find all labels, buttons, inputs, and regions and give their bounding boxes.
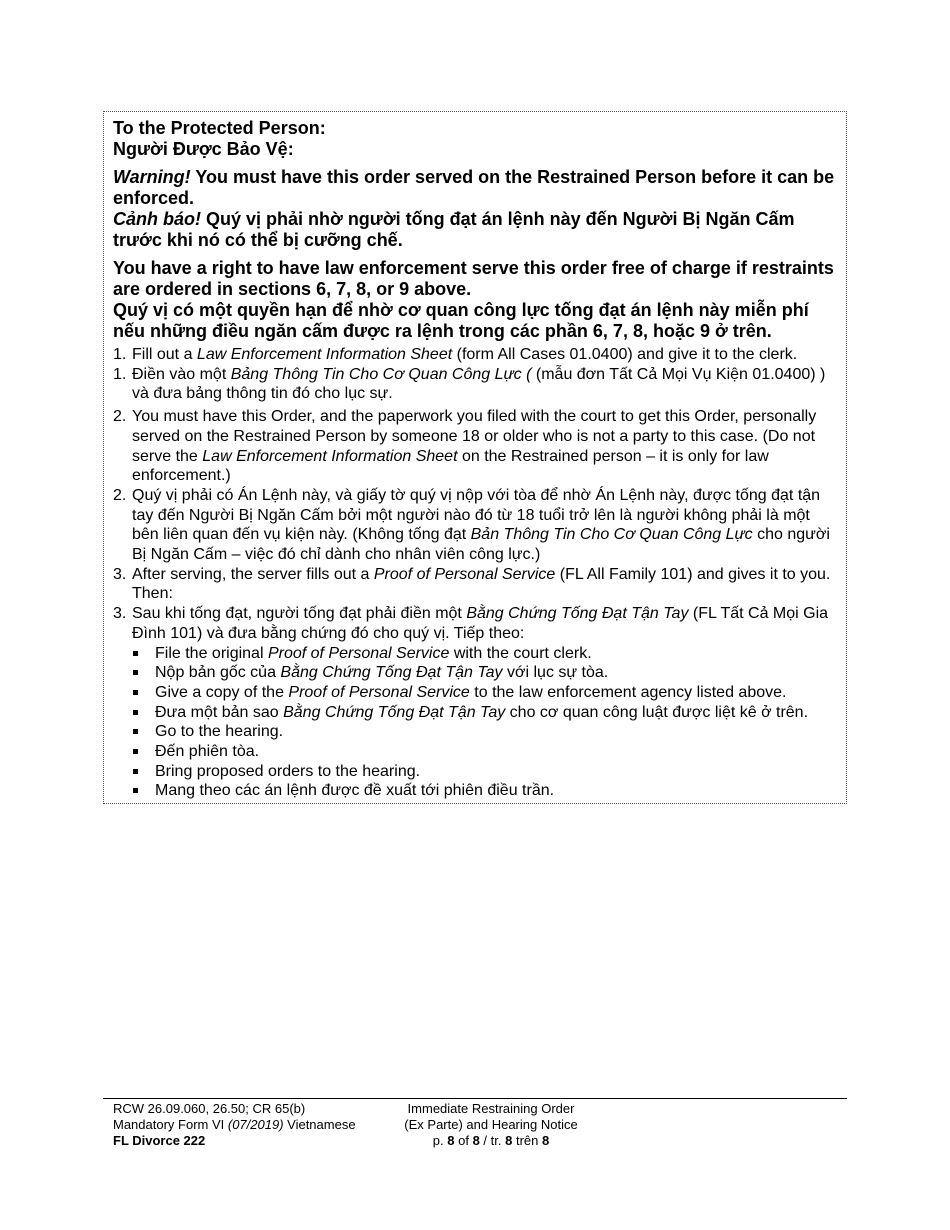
warning-en-text: You must have this order served on the Restrained Person before it can be enforced. [113, 167, 835, 208]
footer-doc-title-1: Immediate Restraining Order [407, 1101, 575, 1116]
step-1-en: 1. Fill out a Law Enforcement Information Sheet (form All Cases 01.0400) and give it to the clerk. [113, 346, 798, 363]
bullet-icon [133, 729, 138, 734]
footer-form-version: Mandatory Form VI (07/2019) Vietnamese [113, 1117, 356, 1132]
warning-vi-label: Cảnh báo! [113, 209, 201, 229]
bullet-icon [133, 769, 138, 774]
warning-en [113, 167, 838, 209]
heading-en: To the Protected Person: [113, 118, 326, 138]
bullet-list [113, 644, 838, 802]
page-footer [103, 1098, 847, 1148]
right-vi: Quý vị có một quyền hạn để nhờ cơ quan công lực tống đạt án lệnh này miễn phí nếu những điều ngăn cấm được ra lệnh trong các phần 6, 7, 8, hoặc 9 ở trên. [113, 300, 809, 341]
step-1-vi: 1. Điền vào một Bảng Thông Tin Cho Cơ Quan Công Lực ( (mẫu đơn Tất Cả Mọi Vụ Kiện 01.0400) ) và đưa bảng thông tin đó cho lục sự. [113, 365, 826, 403]
list-item: Nộp bản gốc của Bằng Chứng Tống Đạt Tận Tay với lục sự tòa. [113, 663, 838, 683]
step-2-en: 2. You must have this Order, and the paperwork you filed with the court to get this Order, personally served on the Restrained Person by someone 18 or older who is not a party to this case. (Do not serve the Law Enforcement Information Sheet on the Restrained person – it is only for law enforcement.) [113, 408, 817, 485]
step-2-vi: 2. Quý vị phải có Án Lệnh này, và giấy tờ quý vị nộp với tòa để nhờ Án Lệnh này, được tống đạt tận tay đến Người Bị Ngăn Cấm bởi một người nào đó từ 18 tuổi trở lên là người không phải là một bên liên quan đến vụ kiện này. (Không tống đạt Bản Thông Tin Cho Cơ Quan Công Lực cho người Bị Ngăn Cấm – việc đó chỉ dành cho nhân viên công lực.) [113, 486, 830, 564]
warning-vi [113, 209, 838, 251]
step-3-vi: 3. Sau khi tống đạt, người tống đạt phải điền một Bằng Chứng Tống Đạt Tận Tay (FL Tất Cả Mọi Gia Đình 101) và đưa bằng chứng đó cho quý vị. Tiếp theo: [113, 605, 829, 642]
warning-vi-text: Quý vị phải nhờ người tống đạt án lệnh này đến Người Bị Ngăn Cấm trước khi nó có thể bị cưỡng chế. [113, 209, 795, 250]
step-3-en: 3. After serving, the server fills out a Proof of Personal Service (FL All Family 101) and gives it to you. Then: [113, 565, 831, 603]
bullet-icon [133, 670, 138, 675]
bullet-icon [133, 788, 138, 793]
list-item: Đưa một bản sao Bằng Chứng Tống Đạt Tận Tay cho cơ quan công luật được liệt kê ở trên. [113, 703, 838, 723]
instructions-box [103, 111, 847, 804]
list-item: File the original Proof of Personal Service with the court clerk. [113, 644, 838, 664]
list-item: Đến phiên tòa. [113, 742, 838, 762]
list-item: Go to the hearing. [113, 722, 838, 742]
footer-doc-title-2: (Ex Parte) and Hearing Notice [404, 1117, 578, 1132]
warning-en-label: Warning! [113, 167, 191, 187]
bullet-icon [133, 749, 138, 754]
list-item: Give a copy of the Proof of Personal Service to the law enforcement agency listed above. [113, 683, 838, 703]
steps-list [113, 345, 838, 644]
bullet-icon [133, 651, 138, 656]
heading-vi: Người Được Bảo Vệ: [113, 139, 294, 159]
footer-left [113, 1101, 356, 1149]
footer-center [401, 1101, 581, 1149]
page-number: p. 8 of 8 / tr. 8 trên 8 [432, 1133, 550, 1148]
footer-form-id: FL Divorce 222 [113, 1133, 206, 1148]
list-item: Mang theo các án lệnh được đề xuất tới phiên điều trần. [113, 781, 838, 801]
bullet-icon [133, 690, 138, 695]
list-item: Bring proposed orders to the hearing. [113, 762, 838, 782]
footer-rcw: RCW 26.09.060, 26.50; CR 65(b) [113, 1101, 306, 1116]
right-en: You have a right to have law enforcement serve this order free of charge if restraints are ordered in sections 6, 7, 8, or 9 above. [113, 258, 834, 299]
bullet-icon [133, 710, 138, 715]
